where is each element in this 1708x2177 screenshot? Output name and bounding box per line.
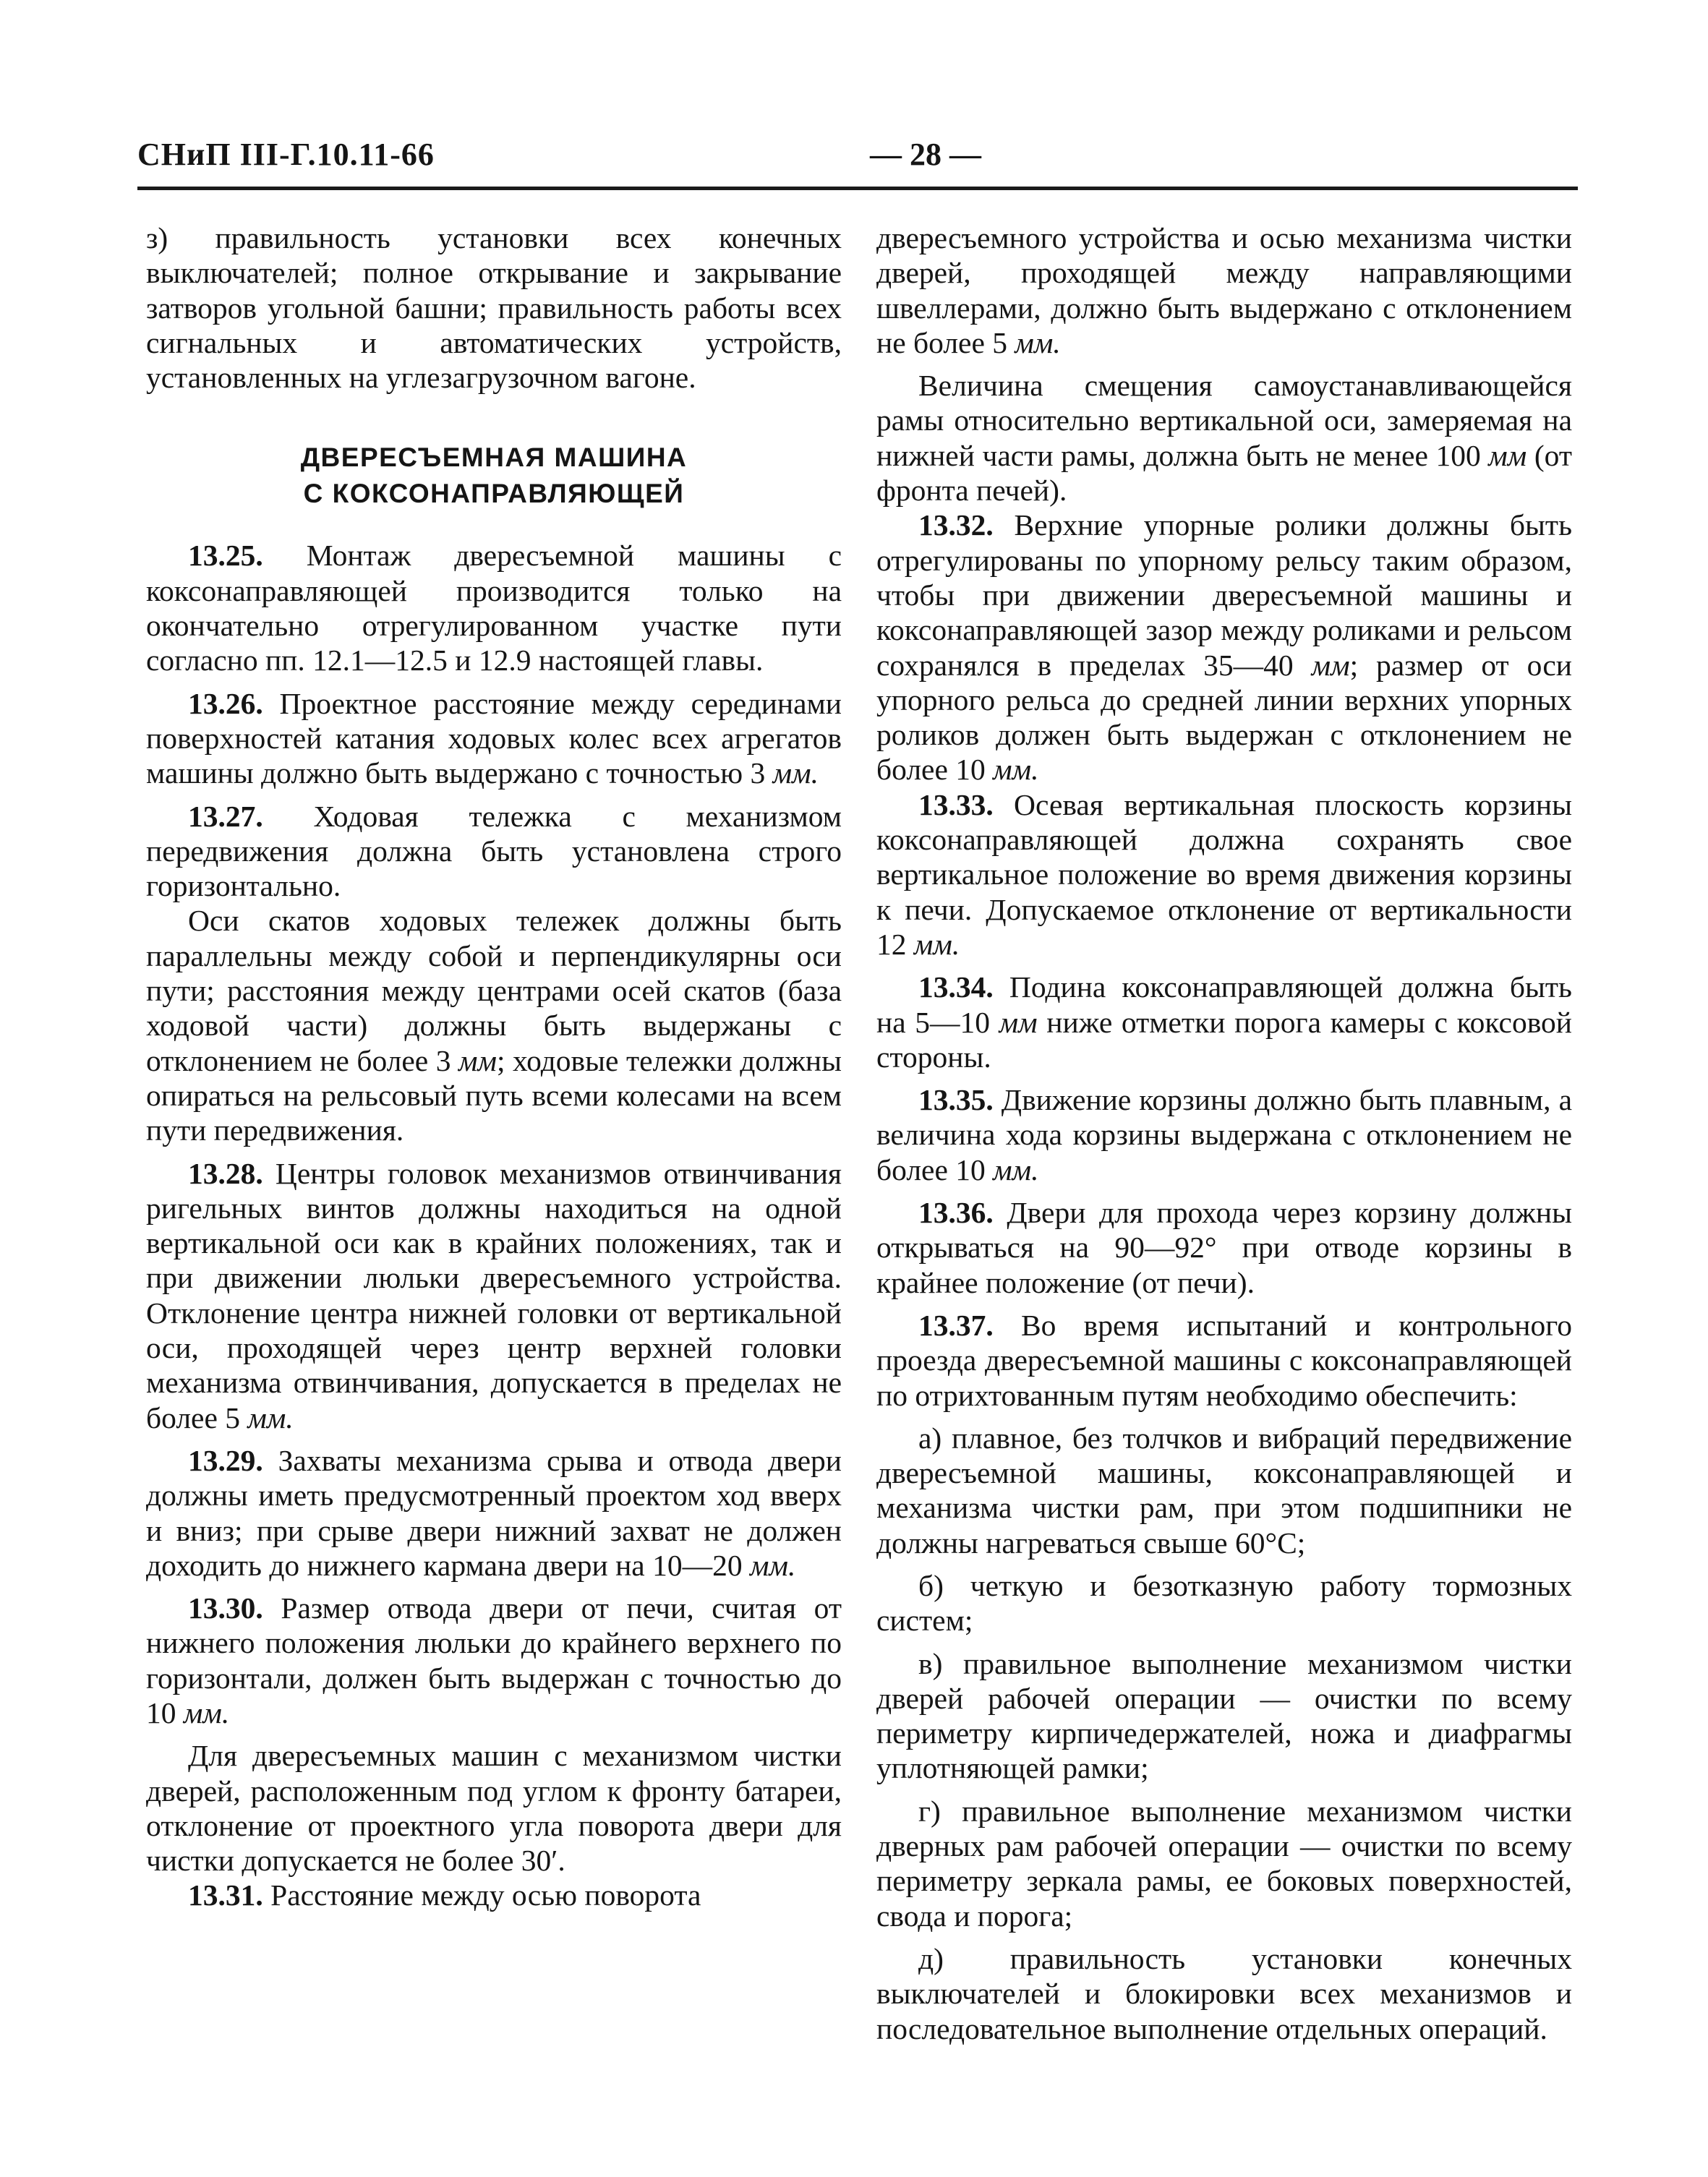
- clause-text: ; размер от оси упорного рельса до средней линии верхних упорных роликов должен быть выдержан с отклонением не более 10: [876, 648, 1572, 787]
- unit-label: мм: [999, 1005, 1038, 1039]
- clause-13-32: [876, 508, 1572, 787]
- unit-label: мм: [1488, 438, 1527, 472]
- unit-label: мм.: [183, 1695, 230, 1729]
- clause-13-37: [876, 1308, 1572, 1413]
- clause-13-30: [146, 1591, 842, 1730]
- unit-label: мм.: [913, 927, 960, 961]
- list-item-b: б) четкую и безотказную работу тормозных систем;: [876, 1568, 1572, 1638]
- left-column: [146, 221, 842, 1921]
- clause-text: Подина коксонаправляющей должна быть на 5—10: [876, 970, 1572, 1039]
- page-number: — 28 —: [870, 137, 981, 172]
- clause-text: Верхние упорные ролики должны быть отрегулированы по упорному рельсу таким образом, чтобы при движении двересъемной машины и коксонаправляющей зазор между роликами и рельсом сохранялся в пределах 35—40: [876, 508, 1572, 682]
- document-code: СНиП III-Г.10.11-66: [137, 137, 435, 172]
- list-item-v: в) правильное выполнение механизмом чистки дверей рабочей операции — очистки по всему периметру кирпичедержателей, ножа и диафрагмы уплотняющей рамки;: [876, 1646, 1572, 1785]
- section-heading: [146, 440, 842, 512]
- clause-number: 13.37.: [918, 1308, 994, 1342]
- clause-number: 13.34.: [918, 970, 994, 1004]
- clause-text: Ходовая тележка с механизмом передвижения должна быть установлена строго горизонтально.: [146, 799, 842, 903]
- unit-label: мм.: [772, 756, 819, 790]
- clause-number: 13.33.: [918, 787, 994, 821]
- paragraph-shift: [876, 368, 1572, 508]
- clause-number: 13.29.: [188, 1443, 263, 1477]
- paragraph-text: Для двересъемных машин с механизмом чистки дверей, расположенным под углом к фронту батареи, отклонение от проектного угла поворота двери для чистки допускается не более 30′.: [146, 1739, 842, 1878]
- unit-label: мм.: [993, 753, 1039, 787]
- paragraph-axes: [146, 903, 842, 1147]
- section-heading-line-1: ДВЕРЕСЪЕМНАЯ МАШИНА: [300, 442, 688, 473]
- clause-number: 13.30.: [188, 1591, 263, 1625]
- clause-text: Проектное расстояние между серединами поверхностей катания ходовых колес всех агрегатов машины должно быть выдержано с точностью 3: [146, 686, 842, 790]
- clause-number: 13.31.: [188, 1878, 263, 1912]
- clause-text: Расстояние между осью поворота: [270, 1878, 701, 1912]
- clause-number: 13.32.: [918, 508, 994, 542]
- unit-label: мм.: [749, 1548, 796, 1582]
- clause-text: Монтаж двересъемной машины с коксонаправляющей производится только на окончательно отрегулированном участке пути согласно пп. 12.1—12.5 и 12.9 настоящей главы.: [146, 539, 842, 677]
- clause-text: Во время испытаний и контрольного проезда двересъемной машины с коксонаправляющей по отрихтованным путям необходимо обеспечить:: [876, 1308, 1573, 1412]
- paragraph-text: Величина смещения самоустанавливающейся рамы относительно вертикальной оси, замеряемая на нижней части рамы, должна быть не менее 100: [876, 369, 1572, 472]
- clause-13-26: [146, 686, 842, 791]
- clause-13-31: [146, 1878, 842, 1912]
- clause-number: 13.27.: [188, 799, 263, 833]
- clause-text: Центры головок механизмов отвинчивания ригельных винтов должны находиться на одной вертикальной оси как в крайних положениях, так и при движении люльки двересъемного устройства. Отклонение центра нижней головки от вертикальной оси, проходящей через центр верхней головки механизма отвинчивания, допускается в пределах не более 5: [146, 1156, 842, 1434]
- clause-number: 13.35.: [918, 1083, 994, 1117]
- clause-13-35: [876, 1082, 1572, 1187]
- list-item-d: д) правильность установки конечных выключателей и блокировки всех механизмов и последовательное выполнение отдельных операций.: [876, 1941, 1572, 2045]
- section-heading-line-2: С КОКСОНАПРАВЛЯЮЩЕЙ: [303, 479, 685, 509]
- clause-number: 13.25.: [188, 539, 263, 573]
- clause-13-27: [146, 799, 842, 904]
- clause-text: Захваты механизма срыва и отвода двери должны иметь предусмотренный проектом ход вверх и вниз; при срыве двери нижний захват не должен доходить до нижнего кармана двери на 10—20: [146, 1443, 842, 1582]
- clause-number: 13.36.: [918, 1196, 994, 1230]
- paragraph-text: ; ходовые тележки должны опираться на рельсовый путь всеми колесами на всем пути передвижения.: [146, 1043, 842, 1147]
- unit-label: мм.: [1015, 325, 1061, 359]
- clause-13-29: [146, 1443, 842, 1583]
- paragraph-text: з) правильность установки всех конечных выключателей; полное открывание и закрывание затворов угольной башни; правильность работы всех сигнальных и автоматических устройств, установленных на углезагрузочном вагоне.: [146, 221, 842, 395]
- clause-number: 13.28.: [188, 1156, 263, 1190]
- paragraph-doors: [146, 1738, 842, 1878]
- clause-text: Двери для прохода через корзину должны открываться на 90—92° при отводе корзины в крайнее положение (от печи).: [876, 1196, 1573, 1299]
- clause-13-34: [876, 970, 1572, 1074]
- header-rule: [137, 187, 1578, 190]
- paragraph-text: двересъемного устройства и осью механизма чистки дверей, проходящей между направляющими швеллерами, должно быть выдержано с отклонением не более 5: [876, 221, 1572, 359]
- unit-label: мм.: [993, 1152, 1039, 1186]
- list-item-a: а) плавное, без толчков и вибраций передвижение двересъемной машины, коксонаправляющей и механизма чистки рам, при этом подшипники не должны нагреваться свыше 60°С;: [876, 1421, 1572, 1560]
- right-column: [876, 221, 1572, 2054]
- clause-text: ниже отметки порога камеры с коксовой стороны.: [876, 1005, 1572, 1074]
- clause-text: Размер отвода двери от печи, считая от нижнего положения люльки до крайнего верхнего по горизонтали, должен быть выдержан с точностью до 10: [146, 1591, 842, 1729]
- clause-13-36: [876, 1195, 1572, 1300]
- clause-text: Движение корзины должно быть плавным, а величина хода корзины выдержана с отклонением не более 10: [876, 1083, 1572, 1186]
- clause-number: 13.26.: [188, 686, 263, 720]
- paragraph-z: [146, 221, 842, 395]
- page-header: [137, 136, 1578, 187]
- paragraph-text: (от фронта печей).: [876, 438, 1572, 508]
- unit-label: мм.: [247, 1400, 294, 1434]
- paragraph-continued: [876, 221, 1572, 360]
- clause-13-25: [146, 538, 842, 677]
- paragraph-text: Оси скатов ходовых тележек должны быть параллельны между собой и перпендикулярны оси пути; расстояния между центрами осей скатов (база ходовой части) должны быть выдержаны с отклонением не более 3: [146, 904, 842, 1077]
- list-item-g: г) правильное выполнение механизмом чистки дверных рам рабочей операции — очистки по всему периметру зеркала рамы, ее боковых поверхностей, свода и порога;: [876, 1794, 1572, 1933]
- unit-label: мм: [1311, 648, 1350, 682]
- clause-text: Осевая вертикальная плоскость корзины коксонаправляющей должна сохранять свое вертикальное положение во время движения корзины к печи. Допускаемое отклонение от вертикальности 12: [876, 787, 1572, 961]
- clause-13-33: [876, 787, 1572, 962]
- unit-label: мм: [458, 1043, 497, 1077]
- clause-13-28: [146, 1156, 842, 1435]
